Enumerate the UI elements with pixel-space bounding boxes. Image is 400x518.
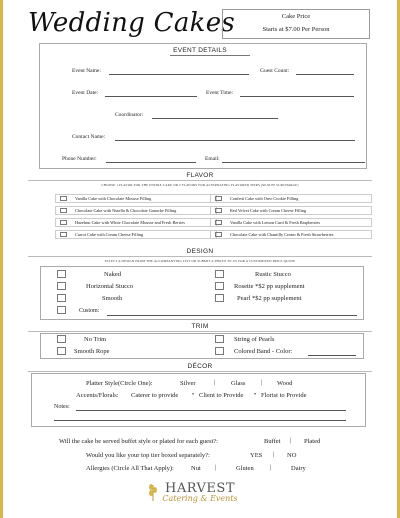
option-no[interactable]: NO [287, 452, 297, 459]
contact-name-field[interactable] [115, 140, 355, 141]
event-details-heading: EVENT DETAILS [173, 47, 227, 54]
separator: | [270, 465, 272, 471]
checkbox[interactable] [57, 335, 66, 343]
checkbox[interactable] [215, 347, 224, 355]
event-time-field[interactable] [240, 96, 354, 97]
trim-heading: TRIM [191, 323, 209, 330]
checkbox[interactable] [60, 208, 67, 213]
flavor-option-left-2[interactable]: Chocolate Cake with Nutella & Chocolate Ganache Filling [55, 206, 217, 215]
option-gluten[interactable]: Gluten [236, 465, 254, 472]
checkbox[interactable] [57, 294, 66, 302]
email-label: Email: [205, 156, 220, 162]
decor-box [31, 373, 366, 427]
platter-style-label: Platter Style(Circle One): [86, 380, 153, 387]
option-yes[interactable]: YES [250, 452, 263, 459]
platter-silver-option[interactable]: Silver [180, 380, 196, 387]
checkbox[interactable] [215, 232, 222, 237]
accents-client-option[interactable]: Client to Provide [199, 392, 244, 399]
checkbox[interactable] [215, 208, 222, 213]
page-title: Wedding Cakes [28, 8, 236, 38]
design-custom-field[interactable] [107, 315, 357, 316]
guest-count-label: Guest Count: [260, 68, 290, 74]
option-dairy[interactable]: Dairy [291, 465, 306, 472]
question-service-style: Will the cake be served buffet style or plated for each guest?: [59, 438, 218, 445]
event-name-label: Event Name: [72, 68, 101, 74]
design-rosette-label: Rosette *$2 pp supplement [234, 283, 305, 290]
decor-heading: DÉCOR [187, 363, 213, 370]
design-pearl-label: Pearl *$2 pp supplement [237, 295, 302, 302]
accents-caterer-option[interactable]: Caterer to provide [131, 392, 179, 399]
event-name-field[interactable] [109, 74, 249, 75]
design-note: SELECT A DESIGN FROM THE ACCOMPANYING LIST OR SUBMIT A PHOTO TO US FOR A CUSTOMIZED PRICE QUOTE [104, 259, 296, 263]
platter-glass-option[interactable]: Glass [231, 380, 246, 387]
wheat-icon [146, 481, 160, 501]
design-custom-label: Custom: [79, 308, 100, 314]
checkbox[interactable] [60, 220, 67, 225]
flavor-option-left-1[interactable]: Vanilla Cake with Chocolate Mousse Filling [55, 194, 217, 203]
event-time-label: Event Time: [206, 90, 234, 96]
cake-price-label: Cake Price [281, 13, 311, 20]
separator: | [214, 380, 216, 386]
checkbox[interactable] [57, 282, 66, 290]
platter-wood-option[interactable]: Wood [277, 380, 293, 387]
event-date-field[interactable] [105, 96, 197, 97]
logo-subtitle: Catering & Events [162, 494, 238, 503]
flavor-option-left-4[interactable]: Carrot Cake with Cream Cheese Filling [55, 230, 217, 239]
checkbox[interactable] [215, 294, 224, 302]
checkbox[interactable] [57, 270, 66, 278]
checkbox[interactable] [215, 282, 224, 290]
checkbox[interactable] [57, 347, 66, 355]
design-heading: DESIGN [186, 248, 214, 255]
phone-field[interactable] [106, 162, 196, 163]
checkbox[interactable] [215, 270, 224, 278]
flavor-option-left-3[interactable]: Hazelnut Cake with White Chocolate Mousse and Fresh Berries [55, 218, 217, 227]
trim-colored-band-label: Colored Band - Color: [234, 348, 293, 355]
flavor-option-right-3[interactable]: Vanilla Cake with Lemon Curd & Fresh Raspberries [210, 218, 372, 227]
checkbox[interactable] [60, 196, 67, 201]
checkbox[interactable] [60, 232, 67, 237]
design-horizontal-stucco-label: Horizontal Stucco [86, 283, 134, 290]
design-rustic-stucco-label: Rustic Stucco [255, 271, 291, 278]
trim-string-of-pearls-label: String of Pearls [234, 336, 275, 343]
cake-price-value: Starts at $7.00 Per Person [262, 26, 330, 34]
phone-label: Phone Number: [62, 156, 97, 162]
logo-name: HARVEST [164, 481, 235, 496]
trim-smooth-rope-label: Smooth Rope [74, 348, 110, 355]
event-heading-underline [170, 55, 250, 56]
checkbox[interactable] [215, 196, 222, 201]
trim-no-trim-label: No Trim [84, 336, 107, 343]
coordinator-label: Coordinator: [115, 112, 144, 118]
flavor-note: CHOOSE 1 FLAVOR FOR THE ENTIRE CAKE OR 2 FLAVORS FOR ALTERNATING FLAVORED TIERS ($0.50 PP SURCHARGE) [101, 183, 299, 187]
question-allergies: Allergies (Circle All That Apply): [86, 465, 174, 472]
guest-count-field[interactable] [296, 74, 354, 75]
harvest-logo [0, 481, 400, 503]
checkbox[interactable] [215, 335, 224, 343]
accents-florist-option[interactable]: Florist to Provide [261, 392, 307, 399]
notes-label: Notes: [54, 404, 70, 410]
design-naked-label: Naked [104, 271, 121, 278]
notes-field-line-1[interactable] [76, 410, 346, 411]
coordinator-field[interactable] [152, 118, 278, 119]
checkbox[interactable] [57, 306, 66, 314]
question-top-tier-box: Would you like your top tier boxed separately?: [86, 452, 210, 459]
option-buffet[interactable]: Buffet [264, 438, 281, 445]
separator: | [273, 452, 275, 458]
flavor-option-right-2[interactable]: Red Velvet Cake with Cream Cheese Filling [210, 206, 372, 215]
event-date-label: Event Date: [72, 90, 99, 96]
separator: | [290, 438, 292, 444]
cake-price-box [222, 9, 370, 39]
checkbox[interactable] [215, 220, 222, 225]
flavor-rule [28, 180, 372, 181]
separator: | [261, 380, 263, 386]
design-smooth-label: Smooth [102, 295, 123, 302]
trim-rule [28, 331, 372, 332]
notes-field-line-2[interactable] [54, 420, 346, 421]
trim-color-field[interactable] [308, 355, 356, 356]
flavor-option-right-1[interactable]: Confetti Cake with Oreo Cookie Filling [210, 194, 372, 203]
accents-label: Accents/Florals: [76, 392, 119, 399]
email-field[interactable] [222, 162, 365, 163]
event-details-box [39, 43, 367, 169]
option-nut[interactable]: Nut [191, 465, 201, 472]
separator: • [254, 392, 257, 398]
decor-rule [28, 371, 372, 372]
separator: • [192, 392, 195, 398]
flavor-heading: FLAVOR [186, 172, 214, 179]
flavor-option-right-4[interactable]: Chocolate Cake with Chantilly Cream & Fresh Strawberries [210, 230, 372, 239]
contact-name-label: Contact Name: [72, 134, 106, 140]
separator: | [215, 465, 217, 471]
design-rule [28, 256, 372, 257]
option-plated[interactable]: Plated [304, 438, 321, 445]
